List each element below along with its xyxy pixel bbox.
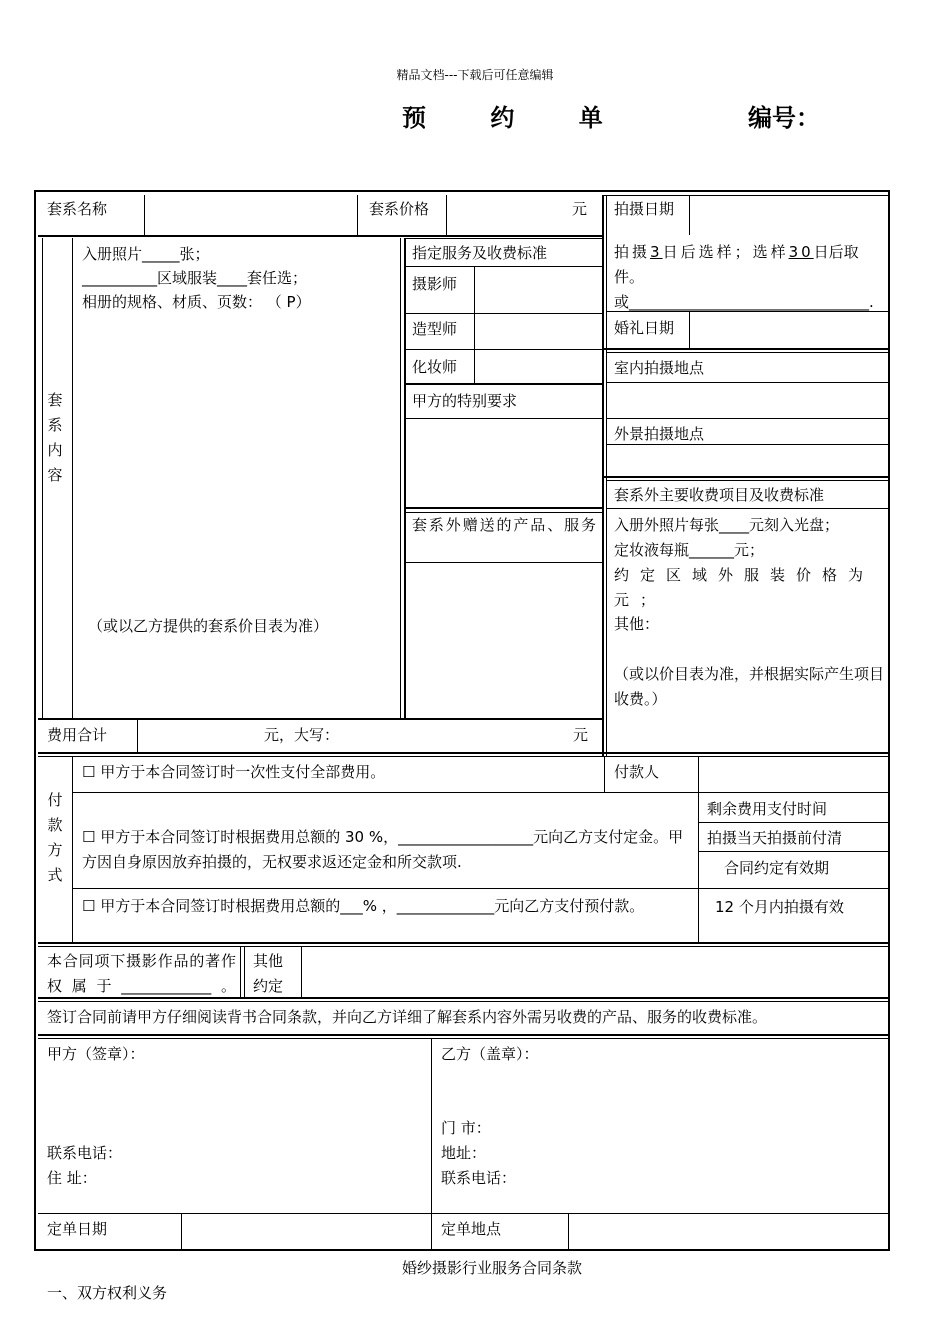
makeup-liquid-fee: 定妆液每瓶______元； [614, 541, 765, 559]
party-a-signature-label: 甲方（签章）： [47, 1045, 145, 1063]
service-header: 指定服务及收费标准 [412, 244, 548, 262]
extra-photo-fee: 入册外照片每张____元刻入光盘； [614, 516, 840, 534]
outdoor-location-label: 外景拍摄地点 [614, 425, 705, 443]
gifts-field[interactable] [406, 564, 601, 716]
payer-label: 付款人 [614, 763, 660, 781]
shoot-date-field[interactable] [691, 196, 887, 234]
other-agreement-field[interactable] [303, 948, 887, 996]
serial-number-label: 编号： [748, 104, 820, 132]
total-words-field[interactable] [345, 721, 570, 751]
package-content-side-label: 套系内容 [47, 391, 63, 484]
stylist-field[interactable] [476, 315, 601, 348]
photographer-label: 摄影师 [412, 275, 458, 293]
party-b-seal-label: 乙方（盖章）： [441, 1045, 539, 1063]
contract-notice: 签订合同前请甲方仔细阅读背书合同条款，并向乙方详细了解套系内容外需另收费的产品、服务的收费标准。 [47, 1008, 768, 1026]
contract-validity-value: 12 个月内拍摄有效 [715, 898, 844, 916]
album-spec: 相册的规格、材质、页数： （ P） [82, 293, 311, 311]
order-date-label: 定单日期 [47, 1220, 108, 1238]
package-name-field[interactable] [146, 196, 356, 234]
album-photo-count: 入册照片_____张； [82, 245, 210, 263]
total-fee-words-label: 元，大写： [264, 726, 340, 744]
photographer-field[interactable] [476, 268, 601, 312]
package-price-field[interactable] [448, 196, 578, 234]
pay-before-shoot: 拍摄当天拍摄前付清 [707, 829, 843, 847]
shoot-date-label: 拍摄日期 [614, 200, 675, 218]
order-date-field[interactable] [183, 1215, 430, 1248]
package-content-note: （或以乙方提供的套系价目表为准） [88, 617, 329, 635]
party-a-address-label: 住 址： [47, 1169, 97, 1187]
copyright-ownership: 本合同项下摄影作品的著作权属于____________。 [47, 952, 236, 995]
party-a-phone-label: 联系电话： [47, 1144, 123, 1162]
extra-fees-note: （或以价目表为准，并根据实际产生项目收费。） [614, 665, 885, 708]
indoor-location-label: 室内拍摄地点 [614, 359, 705, 377]
payer-field[interactable] [700, 758, 887, 791]
area-costume-sets: __________区域服装____套任选； [82, 269, 308, 287]
party-b-phone-label: 联系电话： [441, 1169, 517, 1187]
package-price-unit: 元 [572, 200, 588, 218]
outdoor-location-field[interactable] [608, 446, 887, 475]
section-rights-obligations: 一、双方权利义务 [47, 1284, 168, 1302]
special-requirements-field[interactable] [406, 420, 601, 506]
extra-fees-header: 套系外主要收费项目及收费标准 [614, 486, 825, 504]
payment-option-prepay[interactable]: ☐ 甲方于本合同签订时根据费用总额的___% ，_____________元向乙方支付预付款。 [82, 897, 645, 915]
terms-title: 婚纱摄影行业服务合同条款 [401, 1259, 582, 1277]
wedding-date-label: 婚礼日期 [614, 319, 675, 337]
makeup-artist-field[interactable] [476, 351, 601, 382]
package-name-label: 套系名称 [47, 200, 108, 218]
other-fees: 其他： [614, 615, 660, 633]
total-amount-field[interactable] [139, 721, 259, 751]
payment-option-deposit[interactable]: ☐ 甲方于本合同签订时根据费用总额的 30 %，__________________元向乙方支付定金。甲方因自身原因放弃拍摄的，无权要求返还定金和所交款项. [82, 828, 684, 871]
page-title: 预 约 单 [402, 104, 631, 132]
remaining-payment-time-label: 剩余费用支付时间 [707, 800, 828, 818]
makeup-artist-label: 化妆师 [412, 358, 458, 376]
other-agreement-label: 其他约定 [253, 952, 284, 995]
order-place-field[interactable] [570, 1215, 887, 1248]
pickup-alternative: 或________________________________. [614, 293, 874, 311]
party-b-store-label: 门 市： [441, 1119, 491, 1137]
order-place-label: 定单地点 [441, 1220, 502, 1238]
party-b-address-label: 地址： [441, 1144, 487, 1162]
gifts-label: 套系外赠送的产品、服务 [412, 516, 596, 534]
total-fee-unit: 元 [573, 726, 589, 744]
stylist-label: 造型师 [412, 320, 458, 338]
costume-fee: 约定区域外服装价格为元； [614, 566, 875, 609]
package-price-label: 套系价格 [369, 200, 430, 218]
payment-option-full[interactable]: ☐ 甲方于本合同签订时一次性支付全部费用。 [82, 763, 386, 781]
payment-method-side-label: 付款方式 [47, 791, 63, 884]
document-header-note: 精品文档---下载后可任意编辑 [396, 68, 554, 82]
total-fee-label: 费用合计 [47, 726, 108, 744]
contract-validity-label: 合同约定有效期 [724, 859, 830, 877]
special-requirements-label: 甲方的特别要求 [412, 392, 518, 410]
wedding-date-field[interactable] [691, 313, 887, 347]
indoor-location-field[interactable] [608, 384, 887, 417]
pickup-schedule: 拍摄3日后选样；选样30日后取件。 [614, 243, 859, 286]
